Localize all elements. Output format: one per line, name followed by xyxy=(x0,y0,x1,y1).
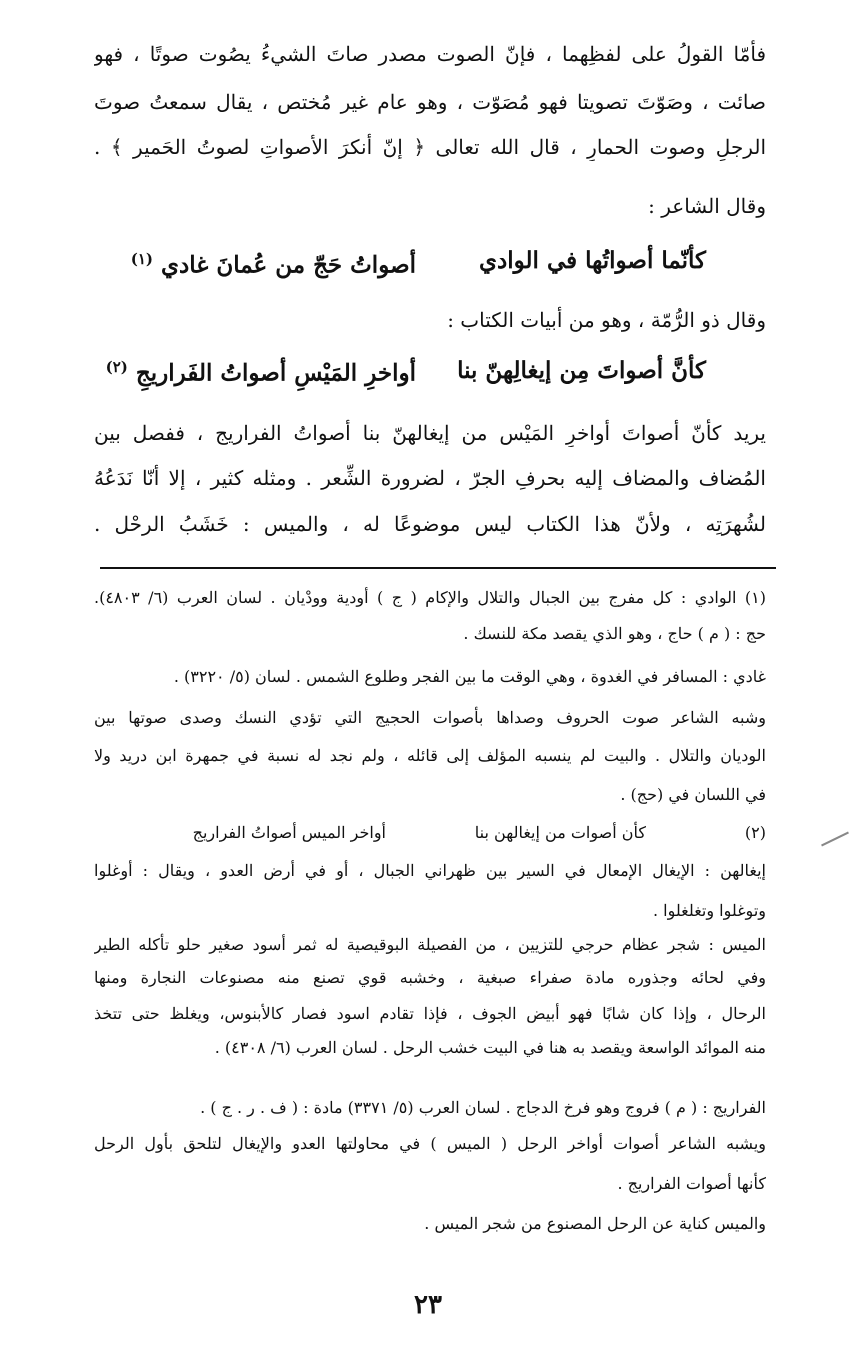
main-text-line: يريد كأنّ أصواتَ أواخرِ المَيْس من إيغالهنّ بنا أصواتُ الفراريج ، ففصل بين xyxy=(94,421,766,445)
footnote-line: وفي لحائه وجذوره مادة صفراء صبغية ، وخشبه قوي تصنع منه مصنوعات النجارة ومنها xyxy=(94,968,766,987)
main-text-line: لشُهرَتِه ، ولأنّ هذا الكتاب ليس موضوعًا له ، والميس : خَشَبُ الرحْل . xyxy=(94,512,766,536)
footnote-line: الرحال ، وإذا كان شابًا فهو أبيض الجوف ، فإذا تقادم اسود فصار كالأبنوس، ويغلظ حتى تتخذ xyxy=(94,1004,766,1023)
footnote-line: كأنها أصوات الفراريج . xyxy=(617,1174,766,1193)
footnote-line: وتوغلوا وتغلغلوا . xyxy=(653,901,766,920)
verse-hemistich-first: كأنَّ أصواتَ مِن إيغالِهنّ بنا xyxy=(457,357,706,384)
verse-hemistich-second xyxy=(106,352,416,389)
footnote-line: إيغالهن : الإيغال الإمعال في السير بين ظهراني الجبال ، أو في أرض العدو ، ويقال : أوغلوا xyxy=(94,861,766,880)
footnote-line: غادي : المسافر في الغدوة ، وهي الوقت ما بين الفجر وطلوع الشمس . لسان (٥/ ٣٢٢٠) . xyxy=(173,667,766,686)
footnote-line: الميس : شجر عظام حرجي للتزيين ، من الفصيلة البوقيصية له ثمر أسود صغير حلو تأكله الطير xyxy=(94,935,766,954)
verse-hemistich-text: أصواتُ حَجّ من عُمانَ غادي xyxy=(161,251,416,279)
verse-hemistich-second xyxy=(131,244,416,281)
footnote-verse-second: أواخر الميس أصواتُ الفراريج xyxy=(192,823,386,842)
footnote-line: في اللسان في (حج) . xyxy=(620,785,766,804)
footnote-separator xyxy=(100,567,776,569)
footnote-verse-first: كأن أصوات من إيغالهن بنا xyxy=(474,823,646,842)
verse-hemistich-first: كأنّما أصواتُها في الوادي xyxy=(479,247,706,274)
verse-hemistich-text: أواخرِ المَيْسِ أصواتُ الفَراريجِ xyxy=(135,359,416,387)
footnote-line: الفراريج : ( م ) فروج وهو فرخ الدجاج . لسان العرب (٥/ ٣٣٧١) مادة : ( ف . ر . ج ) . xyxy=(200,1098,766,1117)
page-number: ٢٣ xyxy=(414,1290,442,1320)
footnote-line: ويشبه الشاعر أصوات أواخر الرحل ( الميس ) في محاولتها العدو والإيغال لتلحق بأول الرحل xyxy=(94,1134,766,1153)
scan-mark xyxy=(821,832,849,847)
footnote-marker: (٢) xyxy=(105,358,128,376)
footnote-marker: (١) xyxy=(130,250,154,268)
footnote-line: منه الموائد الواسعة ويقصد به هنا في البيت خشب الرحل . لسان العرب (٦/ ٤٣٠٨) . xyxy=(214,1038,766,1057)
footnote-line: حج : ( م ) حاج ، وهو الذي يقصد مكة للنسك . xyxy=(463,624,766,643)
footnote-line: والميس كناية عن الرحل المصنوع من شجر الميس . xyxy=(424,1214,766,1233)
main-text-line: المُضاف والمضاف إليه بحرفِ الجرّ ، لضرورة الشِّعر . ومثله كثير ، إلا أنّا نَدَعُهُ xyxy=(94,466,766,490)
verse-intro: وقال الشاعر : xyxy=(648,194,766,218)
main-text-line: صائت ، وصَوّتَ تصويتا فهو مُصَوّت ، وهو عام غير مُختص ، يقال سمعتُ صوتَ xyxy=(94,90,766,114)
footnote-line: وشبه الشاعر صوت الحروف وصداها بأصوات الحجيج التي تؤدي النسك وصدى صوتها بين xyxy=(94,708,766,727)
footnote-line: الوديان والتلال . والبيت لم ينسبه المؤلف إلى قائله ، ولم نجد له نسبة في جمهرة ابن دريد ولا xyxy=(94,746,766,765)
main-text-line: فأمّا القولُ على لفظِهما ، فإنّ الصوت مصدر صاتَ الشيءُ يصُوت صوتًا ، فهو xyxy=(94,42,766,66)
main-text-line: الرجلِ وصوت الحمارِ ، قال الله تعالى ﴿ إنّ أنكرَ الأصواتِ لصوتُ الحَمير ﴾ . xyxy=(94,135,766,159)
footnote-number: (٢) xyxy=(744,823,766,842)
verse-intro: وقال ذو الرُّمّة ، وهو من أبيات الكتاب : xyxy=(447,308,766,332)
footnote-line: (١) الوادي : كل مفرج بين الجبال والتلال والإكام ( ج ) أودية وودْيان . لسان العرب (٦/ ٤٨٠٣). xyxy=(94,588,766,607)
